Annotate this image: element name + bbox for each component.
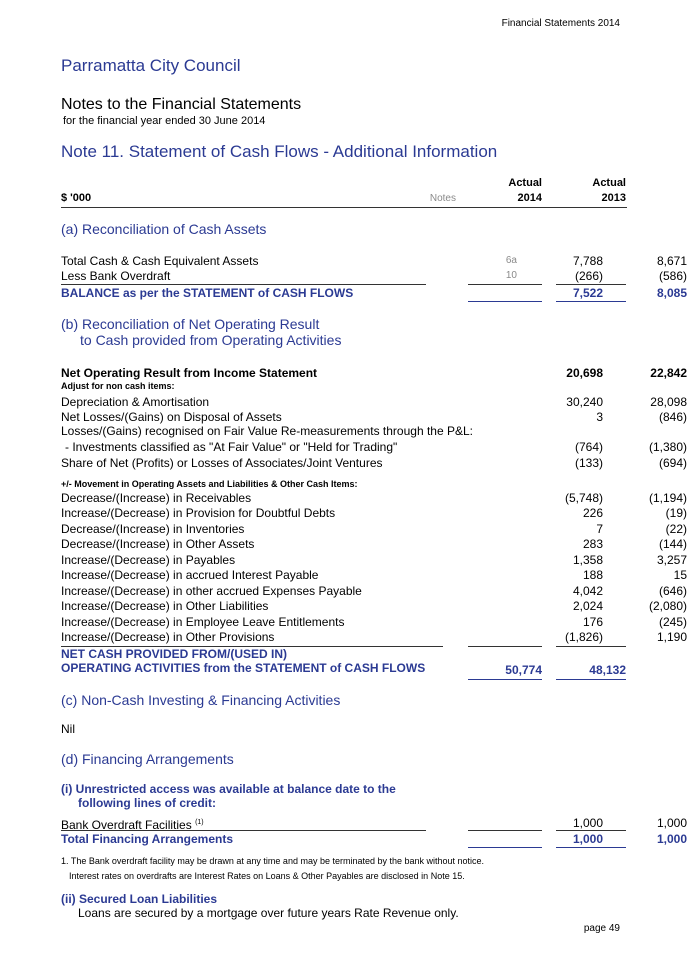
period-subtitle: for the financial year ended 30 June 2014 (63, 115, 266, 127)
row-value-2013: (2,080) (648, 599, 687, 613)
row-value-2014: (133) (574, 456, 603, 470)
row-value-2013: (1,194) (648, 491, 687, 505)
row-label: Net Losses/(Gains) on Disposal of Assets (61, 410, 282, 424)
footnote-1: 1. The Bank overdraft facility may be drawn at any time and may be terminated by the bank without notice. (61, 856, 485, 866)
footnote-1-cont: Interest rates on overdrafts are Interest Rates on Loans & Other Payables are disclosed in Note 15. (69, 871, 465, 881)
subtotal-rule-2014 (468, 646, 542, 647)
subtotal-rule-2013 (556, 646, 626, 647)
row-value-2013: (586) (658, 269, 687, 283)
row-label: Less Bank Overdraft (61, 269, 171, 283)
total-label: Total Financing Arrangements (61, 832, 234, 846)
row-value-2014: 7 (596, 522, 603, 536)
table-row (61, 490, 687, 506)
table-row (61, 455, 687, 471)
table-row (61, 552, 687, 568)
total-rule-2014 (468, 847, 542, 848)
total-value-2013: 1,000 (656, 832, 687, 846)
operating-total-2014: 50,774 (505, 663, 542, 677)
row-value-2013: (1,380) (648, 440, 687, 454)
total-rule-2013 (556, 301, 626, 302)
column-actual-2014-label: Actual (508, 177, 542, 189)
row-label: Share of Net (Profits) or Losses of Associates/Joint Ventures (61, 456, 383, 470)
row-label: Losses/(Gains) recognised on Fair Value Re-measurements through the P&L: (61, 424, 473, 438)
operating-total-2013: 48,132 (589, 663, 626, 677)
row-label: Decrease/(Increase) in Receivables (61, 491, 252, 505)
row-value-2014: 30,240 (566, 395, 603, 409)
row-value-2014: (266) (574, 269, 603, 283)
row-value-2014: 1,000 (572, 816, 603, 830)
section-c-text: Nil (61, 722, 75, 736)
row-value-2013: 28,098 (650, 395, 687, 409)
table-row (61, 394, 687, 410)
row-value-2014: 3 (596, 410, 603, 424)
table-row (61, 583, 687, 599)
row-value-2014: (764) (574, 440, 603, 454)
row-label: Net Operating Result from Income Statement (61, 366, 318, 380)
table-row (61, 521, 687, 537)
section-b-title: (b) Reconciliation of Net Operating Result (61, 316, 320, 332)
row-value-2013: (694) (658, 456, 687, 470)
row-label: Total Cash & Cash Equivalent Assets (61, 254, 259, 268)
movement-label: +/- Movement in Operating Assets and Liabilities & Other Cash Items: (61, 479, 358, 489)
total-rule-2014 (468, 679, 542, 680)
total-value-2014: 1,000 (572, 832, 603, 846)
row-value-2013: (646) (658, 584, 687, 598)
row-value-2014: 226 (582, 506, 603, 520)
total-value-2014: 7,522 (572, 286, 603, 300)
row-value-2014: 283 (582, 537, 603, 551)
table-row (61, 614, 687, 630)
total-rule-2013 (556, 847, 626, 848)
total-row (61, 831, 687, 847)
row-value-2013: 15 (673, 568, 687, 582)
row-label: Depreciation & Amortisation (61, 395, 210, 409)
header-rule (61, 207, 627, 208)
row-value-2013: 8,671 (656, 254, 687, 268)
total-row (61, 285, 687, 301)
operating-total-label-cont: OPERATING ACTIVITIES from the STATEMENT of CASH FLOWS (61, 661, 426, 675)
section-d-subtitle-i-cont: following lines of credit: (78, 796, 216, 810)
row-label: Increase/(Decrease) in Other Liabilities (61, 599, 269, 613)
row-value-2013: (846) (658, 410, 687, 424)
table-row (61, 567, 687, 583)
net-result-row (61, 365, 687, 381)
notes-title: Notes to the Financial Statements (61, 96, 302, 113)
row-label: Decrease/(Increase) in Inventories (61, 522, 245, 536)
row-value-2013: 22,842 (650, 366, 687, 380)
table-row (61, 629, 687, 645)
row-value-2013: (245) (658, 615, 687, 629)
row-value-2014: (1,826) (564, 630, 603, 644)
table-row (61, 536, 687, 552)
row-value-2013: 1,190 (656, 630, 687, 644)
page-number: page 49 (583, 923, 620, 934)
row-value-2013: (19) (665, 506, 687, 520)
section-d-subtitle-i: (i) Unrestricted access was available at balance date to the (61, 782, 396, 796)
row-value-2014: 188 (582, 568, 603, 582)
document-title: Financial Statements 2014 (501, 18, 620, 29)
adjust-label: Adjust for non cash items: (61, 381, 175, 391)
total-rule-2014 (468, 301, 542, 302)
column-notes-label: Notes (429, 193, 456, 204)
column-2013-label: 2013 (601, 192, 626, 204)
row-label: Increase/(Decrease) in Payables (61, 553, 236, 567)
row-value-2014: (5,748) (564, 491, 603, 505)
council-name: Parramatta City Council (61, 56, 241, 75)
row-note: 6a (505, 255, 517, 266)
row-value-2014: 20,698 (566, 366, 603, 380)
row-value-2013: 3,257 (656, 553, 687, 567)
row-value-2013: 1,000 (656, 816, 687, 830)
row-label: Bank Overdraft Facilities $^{(1)}$ (61, 818, 204, 832)
section-b-title-cont: to Cash provided from Operating Activities (80, 332, 342, 348)
table-row (61, 423, 627, 439)
row-label: Increase/(Decrease) in other accrued Expenses Payable (61, 584, 362, 598)
column-actual-2013-label: Actual (592, 177, 626, 189)
row-value-2014: 176 (582, 615, 603, 629)
row-value-2014: 1,358 (572, 553, 603, 567)
table-row (61, 268, 687, 284)
table-row (61, 439, 687, 455)
row-value-2013: (144) (658, 537, 687, 551)
row-label: Increase/(Decrease) in Other Provisions (61, 630, 275, 644)
row-value-2014: 7,788 (572, 254, 603, 268)
total-rule-2013 (556, 679, 626, 680)
total-value-2013: 8,085 (656, 286, 687, 300)
table-row (61, 815, 687, 832)
table-row (61, 253, 687, 269)
section-a-title: (a) Reconciliation of Cash Assets (61, 221, 267, 237)
note-title: Note 11. Statement of Cash Flows - Additional Information (61, 142, 498, 161)
section-d-title: (d) Financing Arrangements (61, 751, 234, 767)
row-label: Increase/(Decrease) in accrued Interest Payable (61, 568, 319, 582)
row-label: Increase/(Decrease) in Provision for Doubtful Debts (61, 506, 336, 520)
footnote-ref: (1) (195, 819, 204, 826)
row-note: 10 (505, 270, 517, 281)
row-label: Decrease/(Increase) in Other Assets (61, 537, 255, 551)
total-label: BALANCE as per the STATEMENT of CASH FLOWS (61, 286, 354, 300)
unit-label: $ '000 (61, 192, 92, 204)
section-c-title: (c) Non-Cash Investing & Financing Activities (61, 692, 341, 708)
section-d-subtitle-ii: (ii) Secured Loan Liabilities (61, 892, 218, 906)
row-value-2014: 2,024 (572, 599, 603, 613)
table-row (61, 598, 687, 614)
table-row (61, 505, 687, 521)
column-2014-label: 2014 (517, 192, 542, 204)
row-label: - Investments classified as "At Fair Value" or "Held for Trading" (65, 440, 398, 454)
section-d-subtitle-ii-text: Loans are secured by a mortgage over future years Rate Revenue only. (78, 906, 459, 920)
row-label: Increase/(Decrease) in Employee Leave Entitlements (61, 615, 345, 629)
operating-total-label: NET CASH PROVIDED FROM/(USED IN) (61, 647, 288, 661)
row-value-2013: (22) (665, 522, 687, 536)
row-value-2014: 4,042 (572, 584, 603, 598)
